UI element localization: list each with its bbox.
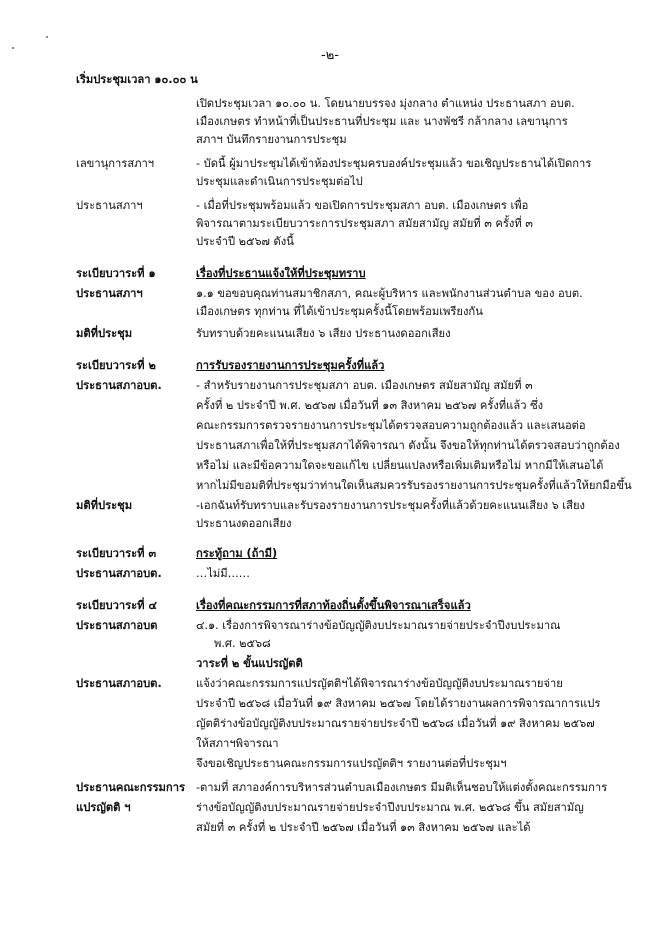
paragraph-line: พ.ศ. ๒๕๖๘ bbox=[214, 637, 271, 650]
meeting-start-heading: เริ่มประชุมเวลา ๑๐.๐๐ น bbox=[76, 73, 198, 86]
agenda-title: เรื่องที่ประธานแจ้งให้ที่ประชุมทราบ bbox=[196, 267, 366, 280]
paragraph-line: เมืองเกษตร ทุกท่าน ที่ได้เข้าประชุมครั้งนี้โดยพร้อมเพรียงกัน bbox=[196, 305, 483, 318]
paragraph-line: ๑.๑ ขอขอบคุณท่านสมาชิกสภา, คณะผู้บริหาร และพนักงานส่วนตำบล ของ อบต. bbox=[196, 287, 583, 300]
speaker-label: ประธานสภาฯ bbox=[76, 287, 143, 300]
speaker-label: ประธานสภาอบต. bbox=[76, 379, 162, 392]
resolution-label: มติที่ประชุม bbox=[76, 499, 133, 512]
speaker-label: แปรญัตติ ฯ bbox=[76, 801, 131, 814]
speaker-label: ประธานสภาอบต. bbox=[76, 567, 162, 580]
agenda-label: ระเบียบวาระที่ ๓ bbox=[76, 547, 157, 560]
section-heading: วาระที่ ๒ ขั้นแปรญัตติ bbox=[196, 657, 303, 670]
scan-speck bbox=[46, 36, 48, 38]
paragraph-line: แจ้งว่าคณะกรรมการแปรญัตติฯได้พิจารณาร่างข้อบัญญัติงบประมาณรายจ่าย bbox=[196, 677, 563, 690]
paragraph-line: …ไม่มี…… bbox=[196, 567, 250, 580]
speaker-label: ประธานสภาอบต. bbox=[76, 677, 162, 690]
agenda-title: เรื่องที่คณะกรรมการที่สภาท้องถิ่นตั้งขึ้นพิจารณาเสร็จแล้ว bbox=[196, 599, 471, 612]
paragraph-line: - สำหรับรายงานการประชุมสภา อบต. เมืองเกษตร สมัยสามัญ สมัยที่ ๓ bbox=[196, 379, 533, 392]
paragraph-line: ประธานสภาเพื่อให้ที่ประชุมสภาได้พิจารณา ดังนั้น จึงขอให้ทุกท่านได้ตรวจสอบว่าถูกต้อง bbox=[196, 439, 620, 452]
paragraph-line: เปิดประชุมเวลา ๑๐.๐๐ น. โดยนายบรรจง มุ่งกลาง ตำแหน่ง ประธานสภา อบต. bbox=[196, 97, 575, 110]
paragraph-line: ประจำปี ๒๕๖๘ เมื่อวันที่ ๑๙ สิงหาคม ๒๕๖๗ โดยได้รายงานผลการพิจารณาการแปร bbox=[196, 697, 601, 710]
paragraph-line: -ตามที่ สภาองค์การบริหารส่วนตำบลเมืองเกษตร มีมติเห็นชอบให้แต่งตั้งคณะกรรมการ bbox=[196, 781, 608, 794]
page-number: -๒- bbox=[321, 48, 339, 63]
paragraph-line: ร่างข้อบัญญัติงบประมาณรายจ่ายประจำปีงบประมาณ พ.ศ. ๒๕๖๘ ขึ้น สมัยสามัญ bbox=[196, 801, 584, 814]
paragraph-line: เมืองเกษตร ทำหน้าที่เป็นประธานที่ประชุม และ นางพัชรี กล้ากลาง เลขานุการ bbox=[196, 115, 568, 128]
resolution-text: รับทราบด้วยคะแนนเสียง ๖ เสียง ประธานงดออกเสียง bbox=[196, 327, 451, 340]
paragraph-line: - บัดนี้ ผู้มาประชุมได้เข้าห้องประชุมครบองค์ประชุมแล้ว ขอเชิญประธานได้เปิดการ bbox=[196, 157, 592, 170]
paragraph-line: พิจารณาตามระเบียบวาระการประชุมสภา สมัยสามัญ สมัยที่ ๓ ครั้งที่ ๓ bbox=[196, 217, 533, 230]
paragraph-line: ญัตติร่างข้อบัญญัติงบประมาณรายจ่ายประจำปี ๒๕๖๘ เมื่อวันที่ ๑๙ สิงหาคม ๒๕๖๗ bbox=[196, 717, 595, 730]
speaker-label: ประธานสภาฯ bbox=[76, 199, 143, 212]
speaker-label: ประธานคณะกรรมการ bbox=[76, 781, 185, 794]
paragraph-line: หรือไม่ และมีข้อความใดจะขอแก้ไข เปลี่ยนแปลงหรือเพิ่มเติมหรือไม่ หากมีให้เสนอได้ bbox=[196, 459, 604, 472]
paragraph-line: หากไม่มีขอมติที่ประชุมว่าท่านใดเห็นสมควรรับรองรายงานการประชุมครั้งที่แล้วให้ยกมือขึ้น bbox=[196, 479, 632, 492]
agenda-label: ระเบียบวาระที่ ๔ bbox=[76, 599, 157, 612]
paragraph-line: สมัยที่ ๓ ครั้งที่ ๒ ประจำปี ๒๕๖๗ เมื่อวันที่ ๑๓ สิงหาคม ๒๕๖๗ และได้ bbox=[196, 821, 531, 834]
resolution-label: มติที่ประชุม bbox=[76, 327, 133, 340]
paragraph-line: จึงขอเชิญประธานคณะกรรมการแปรญัตติฯ รายงานต่อที่ประชุมฯ bbox=[196, 757, 507, 770]
paragraph-line: สภาฯ บันทึกรายงานการประชุม bbox=[196, 133, 347, 146]
paragraph-line: ๔.๑. เรื่องการพิจารณาร่างข้อบัญญัติงบประมาณรายจ่ายประจำปีงบประมาณ bbox=[196, 619, 561, 632]
paragraph-line: -เอกฉันท์รับทราบและรับรองรายงานการประชุมครั้งที่แล้วด้วยคะแนนเสียง ๖ เสียง bbox=[196, 499, 585, 512]
speaker-label: ประธานสภาอบต bbox=[76, 619, 158, 632]
paragraph-line: - เมื่อที่ประชุมพร้อมแล้ว ขอเปิดการประชุมสภา อบต. เมืองเกษตร เพื่อ bbox=[196, 199, 529, 212]
agenda-title: กระทู้ถาม (ถ้ามี) bbox=[196, 547, 278, 560]
paragraph-line: ประธานงดออกเสียง bbox=[196, 517, 292, 530]
paragraph-line: คณะกรรมการตรวจรายงานการประชุมได้ตรวจสอบความถูกต้องแล้ว และเสนอต่อ bbox=[196, 419, 586, 432]
paragraph-line: ครั้งที่ ๒ ประจำปี พ.ศ. ๒๕๖๗ เมื่อวันที่ ๑๓ สิงหาคม ๒๕๖๗ ครั้งที่แล้ว ซึ่ง bbox=[196, 399, 544, 412]
paragraph-line: ประชุมและดำเนินการประชุมต่อไป bbox=[196, 175, 363, 188]
paragraph-line: ประจำปี ๒๕๖๗ ดังนี้ bbox=[196, 235, 294, 248]
paragraph-line: ให้สภาฯพิจารณา bbox=[196, 737, 279, 750]
agenda-title: การรับรองรายงานการประชุมครั้งที่แล้ว bbox=[196, 359, 385, 372]
agenda-label: ระเบียบวาระที่ ๒ bbox=[76, 359, 156, 372]
speaker-label: เลขานุการสภาฯ bbox=[76, 157, 155, 170]
agenda-label: ระเบียบวาระที่ ๑ bbox=[76, 267, 156, 280]
